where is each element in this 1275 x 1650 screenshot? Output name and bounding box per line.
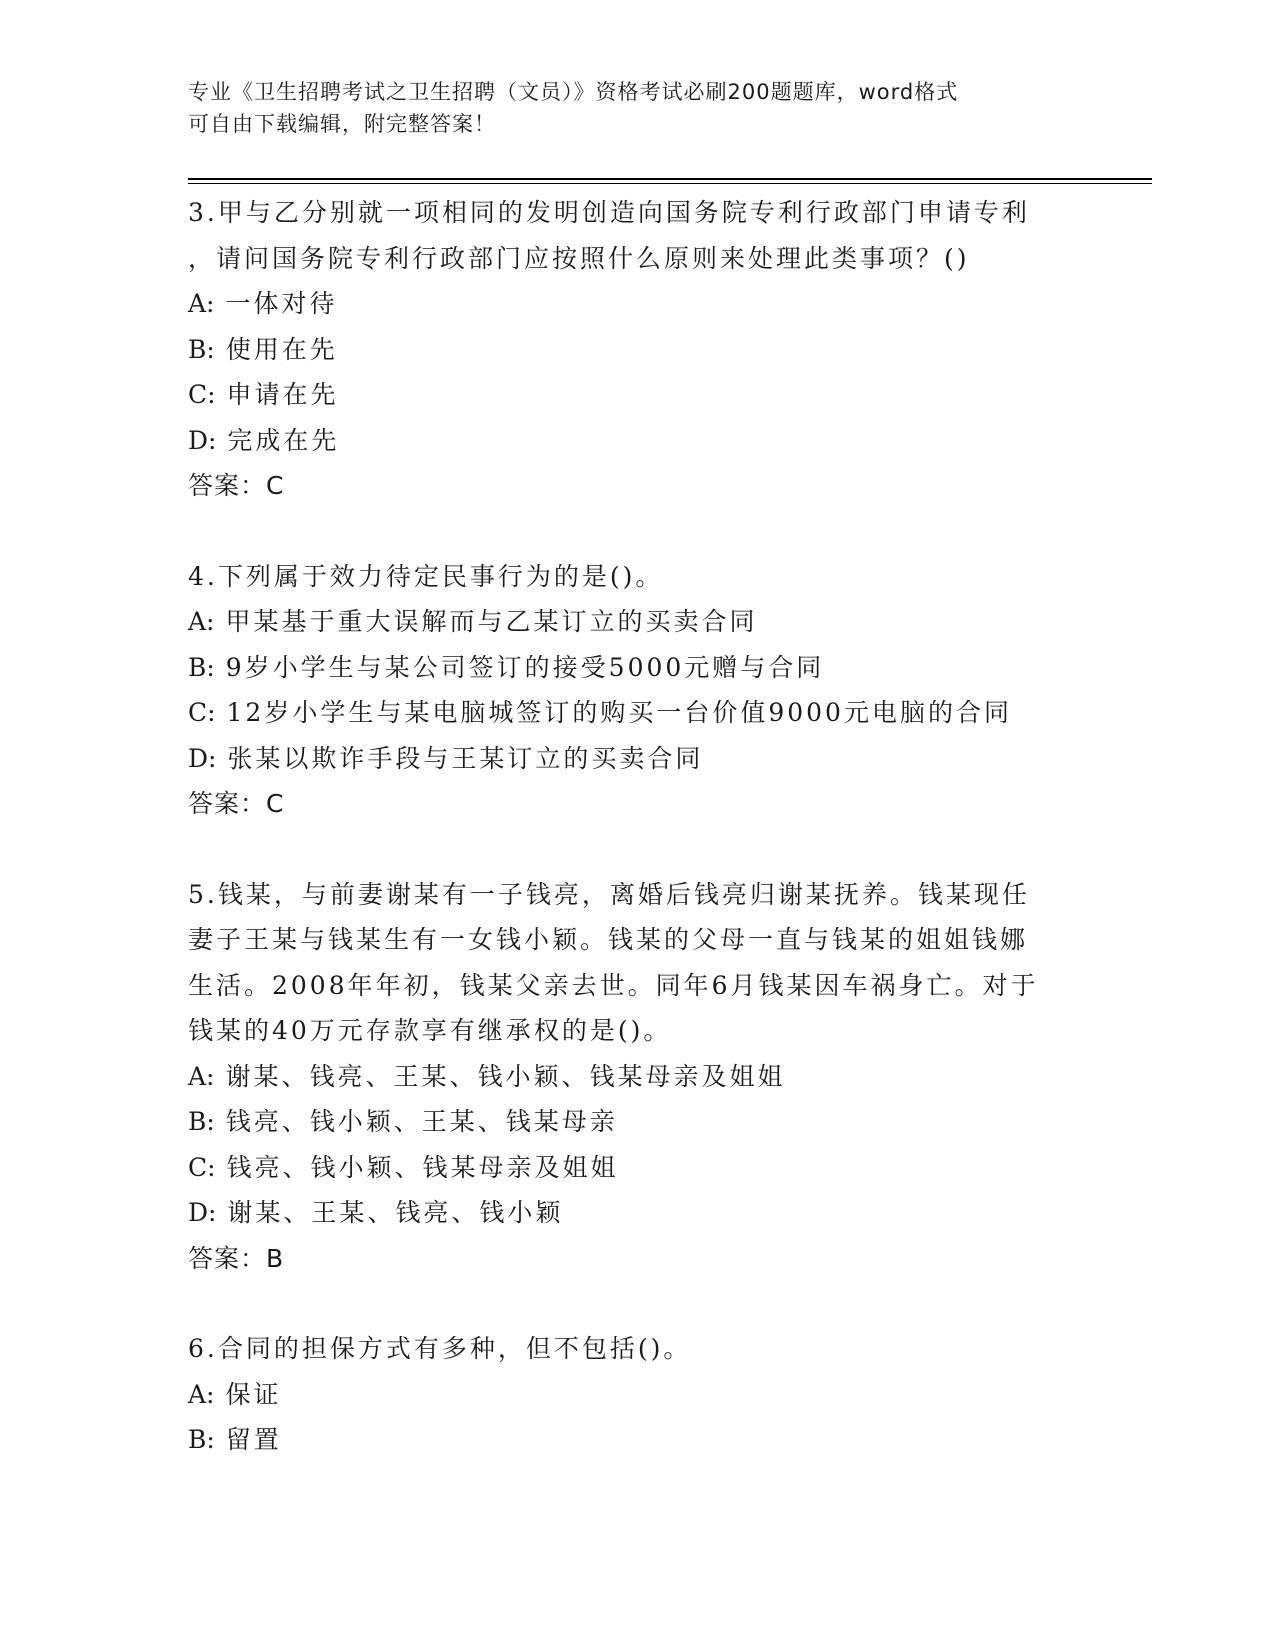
option-letter: A:: [188, 289, 215, 318]
option-text: 一体对待: [225, 289, 338, 318]
option-letter: C:: [188, 698, 216, 727]
option-a: [188, 1054, 1068, 1100]
option-text: 使用在先: [225, 334, 338, 364]
option-text: 保证: [225, 1379, 282, 1409]
option-text: 完成在先: [227, 425, 340, 455]
option-text: 甲某基于重大误解而与乙某订立的买卖合同: [225, 607, 758, 636]
option-a: [188, 599, 1068, 645]
header-line-1: 专业《卫生招聘考试之卫生招聘（文员）》资格考试必刷200题题库，word格式: [188, 80, 959, 104]
option-letter: D:: [188, 425, 217, 455]
option-text: 钱亮、钱小颖、王某、钱某母亲: [225, 1107, 618, 1136]
question-6: [188, 1326, 1068, 1463]
header-divider-thick: [188, 178, 1152, 180]
option-text: 钱亮、钱小颖、钱某母亲及姐姐: [226, 1152, 619, 1182]
option-letter: D:: [188, 1198, 217, 1227]
question-list: [188, 190, 1068, 1508]
question-3: [188, 190, 1068, 509]
option-b: [188, 1099, 1068, 1145]
question-5: [188, 872, 1068, 1282]
answer-line: 答案：B: [188, 1243, 285, 1273]
option-a: [188, 1372, 1068, 1418]
option-c: [188, 690, 1068, 736]
option-text: 留置: [225, 1425, 282, 1454]
option-letter: D:: [188, 743, 217, 773]
answer-line: 答案：C: [188, 471, 285, 500]
option-letter: B:: [188, 1107, 215, 1136]
option-letter: A:: [188, 1379, 215, 1409]
document-header: [188, 76, 1068, 140]
question-4: [188, 554, 1068, 827]
option-letter: C:: [188, 1152, 216, 1182]
option-text: 谢某、王某、钱亮、钱小颖: [227, 1198, 564, 1227]
question-stem-line: 生活。2008年年初，钱某父亲去世。同年6月钱某因车祸身亡。对于: [188, 970, 1039, 1000]
option-c: [188, 372, 1068, 418]
question-stem-line: 4.下列属于效力待定民事行为的是()。: [188, 561, 664, 591]
header-divider-thin: [188, 183, 1152, 184]
option-text: 申请在先: [226, 380, 339, 409]
option-letter: B:: [188, 334, 215, 364]
option-b: [188, 327, 1068, 373]
question-stem-line: 钱某的40万元存款享有继承权的是()。: [188, 1016, 672, 1045]
question-stem-line: 6.合同的担保方式有多种，但不包括()。: [188, 1334, 692, 1363]
option-text: 12岁小学生与某电脑城签订的购买一台价值9000元电脑的合同: [226, 698, 1012, 727]
question-stem-line: 3.甲与乙分别就一项相同的发明创造向国务院专利行政部门申请专利: [188, 198, 1030, 227]
question-stem-line: 妻子王某与钱某生有一女钱小颖。钱某的父母一直与钱某的姐姐钱娜: [188, 925, 1029, 954]
answer-line: 答案：C: [188, 789, 285, 818]
option-letter: A:: [188, 607, 215, 636]
option-letter: B:: [188, 1425, 215, 1454]
option-letter: A:: [188, 1061, 215, 1091]
option-b: [188, 1417, 1068, 1463]
option-d: [188, 1190, 1068, 1236]
option-d: [188, 736, 1068, 782]
option-text: 张某以欺诈手段与王某订立的买卖合同: [227, 743, 704, 773]
option-c: [188, 1145, 1068, 1191]
option-letter: B:: [188, 652, 215, 682]
header-line-2: 可自由下载编辑，附完整答案！: [188, 112, 496, 136]
option-letter: C:: [188, 380, 216, 409]
option-text: 9岁小学生与某公司签订的接受5000元赠与合同: [225, 652, 825, 682]
question-stem-line: ，请问国务院专利行政部门应按照什么原则来处理此类事项？(): [188, 243, 970, 273]
option-d: [188, 418, 1068, 464]
question-stem-line: 5.钱某，与前妻谢某有一子钱亮，离婚后钱亮归谢某抚养。钱某现任: [188, 879, 1030, 909]
option-text: 谢某、钱亮、王某、钱小颖、钱某母亲及姐姐: [225, 1061, 786, 1091]
option-a: [188, 281, 1068, 327]
option-b: [188, 645, 1068, 691]
